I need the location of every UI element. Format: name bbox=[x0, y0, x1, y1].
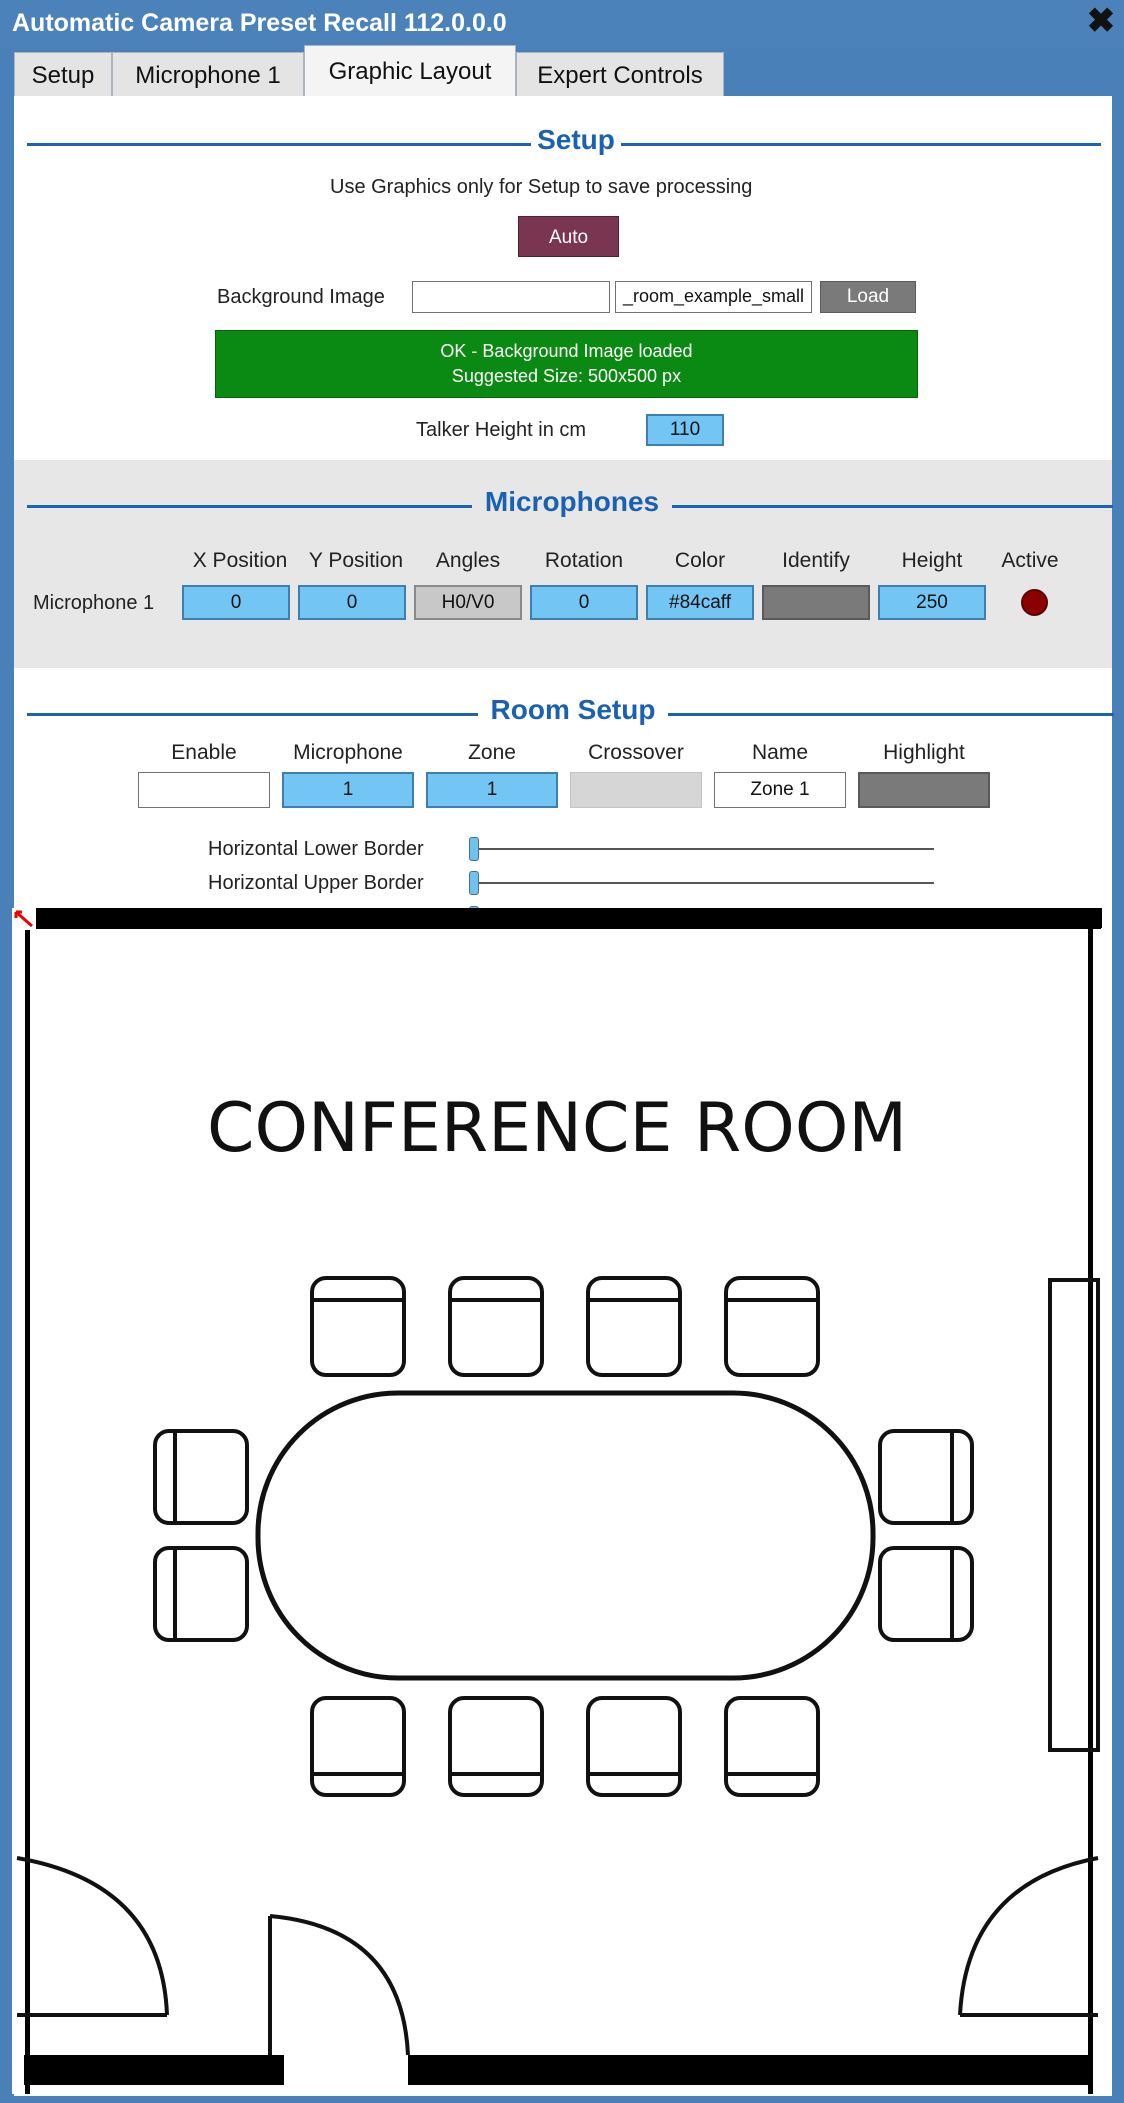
col-y-position: Y Position bbox=[308, 549, 404, 572]
col-active: Active bbox=[1001, 549, 1059, 572]
col-enable: Enable bbox=[171, 741, 237, 764]
room-title: CONFERENCE ROOM bbox=[206, 1089, 908, 1168]
talker-height-field[interactable]: 110 bbox=[646, 414, 724, 446]
load-button[interactable]: Load bbox=[820, 281, 916, 313]
graphics-note: Use Graphics only for Setup to save processing bbox=[330, 176, 753, 198]
col-color: Color bbox=[674, 549, 726, 572]
room-setup-heading: Room Setup bbox=[14, 694, 1112, 734]
background-image-file-field[interactable]: _room_example_small bbox=[615, 281, 812, 313]
status-banner bbox=[215, 330, 918, 398]
mic-y-position-field[interactable]: 0 bbox=[298, 585, 406, 620]
talker-height-label: Talker Height in cm bbox=[416, 419, 587, 441]
col-name: Name bbox=[751, 741, 809, 764]
status-line-1: OK - Background Image loaded bbox=[440, 341, 693, 361]
microphone-row-label: Microphone 1 bbox=[33, 592, 155, 614]
zone-enable-toggle[interactable] bbox=[138, 772, 270, 808]
mic-angles-field[interactable]: H0/V0 bbox=[414, 585, 522, 620]
status-line-2: Suggested Size: 500x500 px bbox=[451, 366, 682, 386]
window-title: Automatic Camera Preset Recall 112.0.0.0 bbox=[12, 9, 507, 37]
background-image-label: Background Image bbox=[217, 286, 385, 308]
auto-button[interactable]: Auto bbox=[518, 216, 619, 257]
mic-height-field[interactable]: 250 bbox=[878, 585, 986, 620]
room-layout-canvas[interactable] bbox=[12, 908, 1102, 2094]
col-highlight: Highlight bbox=[883, 741, 965, 764]
microphones-heading: Microphones bbox=[14, 486, 1112, 526]
zone-number-field[interactable]: 1 bbox=[426, 772, 558, 808]
slider-horizontal-lower[interactable] bbox=[472, 848, 934, 850]
slider-horizontal-upper[interactable] bbox=[472, 882, 934, 884]
tab-microphone-1[interactable]: Microphone 1 bbox=[112, 52, 304, 96]
room-floorplan-image bbox=[12, 908, 1102, 2094]
col-microphone: Microphone bbox=[293, 741, 403, 764]
col-angles: Angles bbox=[435, 549, 501, 572]
mic-x-position-field[interactable]: 0 bbox=[182, 585, 290, 620]
col-rotation: Rotation bbox=[544, 549, 624, 572]
tab-graphic-layout[interactable]: Graphic Layout bbox=[304, 45, 516, 97]
slider-label-horizontal-upper: Horizontal Upper Border bbox=[208, 872, 424, 894]
mic-active-led bbox=[1021, 589, 1048, 616]
tab-setup[interactable]: Setup bbox=[14, 52, 112, 96]
col-x-position: X Position bbox=[192, 549, 288, 572]
col-height: Height bbox=[901, 549, 963, 572]
col-identify: Identify bbox=[782, 549, 850, 572]
zone-microphone-field[interactable]: 1 bbox=[282, 772, 414, 808]
zone-name-field[interactable]: Zone 1 bbox=[714, 772, 846, 808]
col-zone: Zone bbox=[468, 741, 516, 764]
col-crossover: Crossover bbox=[588, 741, 684, 764]
mic-identify-button[interactable] bbox=[762, 585, 870, 620]
mic-rotation-field[interactable]: 0 bbox=[530, 585, 638, 620]
slider-label-horizontal-lower: Horizontal Lower Border bbox=[208, 838, 424, 860]
tab-expert-controls[interactable]: Expert Controls bbox=[516, 52, 724, 96]
mic-color-field[interactable]: #84caff bbox=[646, 585, 754, 620]
background-image-path-field[interactable] bbox=[412, 281, 610, 313]
zone-highlight-button[interactable] bbox=[858, 772, 990, 808]
title-bar bbox=[0, 0, 1124, 48]
setup-heading: Setup bbox=[14, 124, 1112, 164]
slider-handle-horizontal-upper[interactable] bbox=[469, 871, 479, 895]
slider-handle-horizontal-lower[interactable] bbox=[469, 837, 479, 861]
zone-crossover-toggle[interactable] bbox=[570, 772, 702, 808]
close-icon[interactable]: ✖ bbox=[1086, 2, 1116, 40]
